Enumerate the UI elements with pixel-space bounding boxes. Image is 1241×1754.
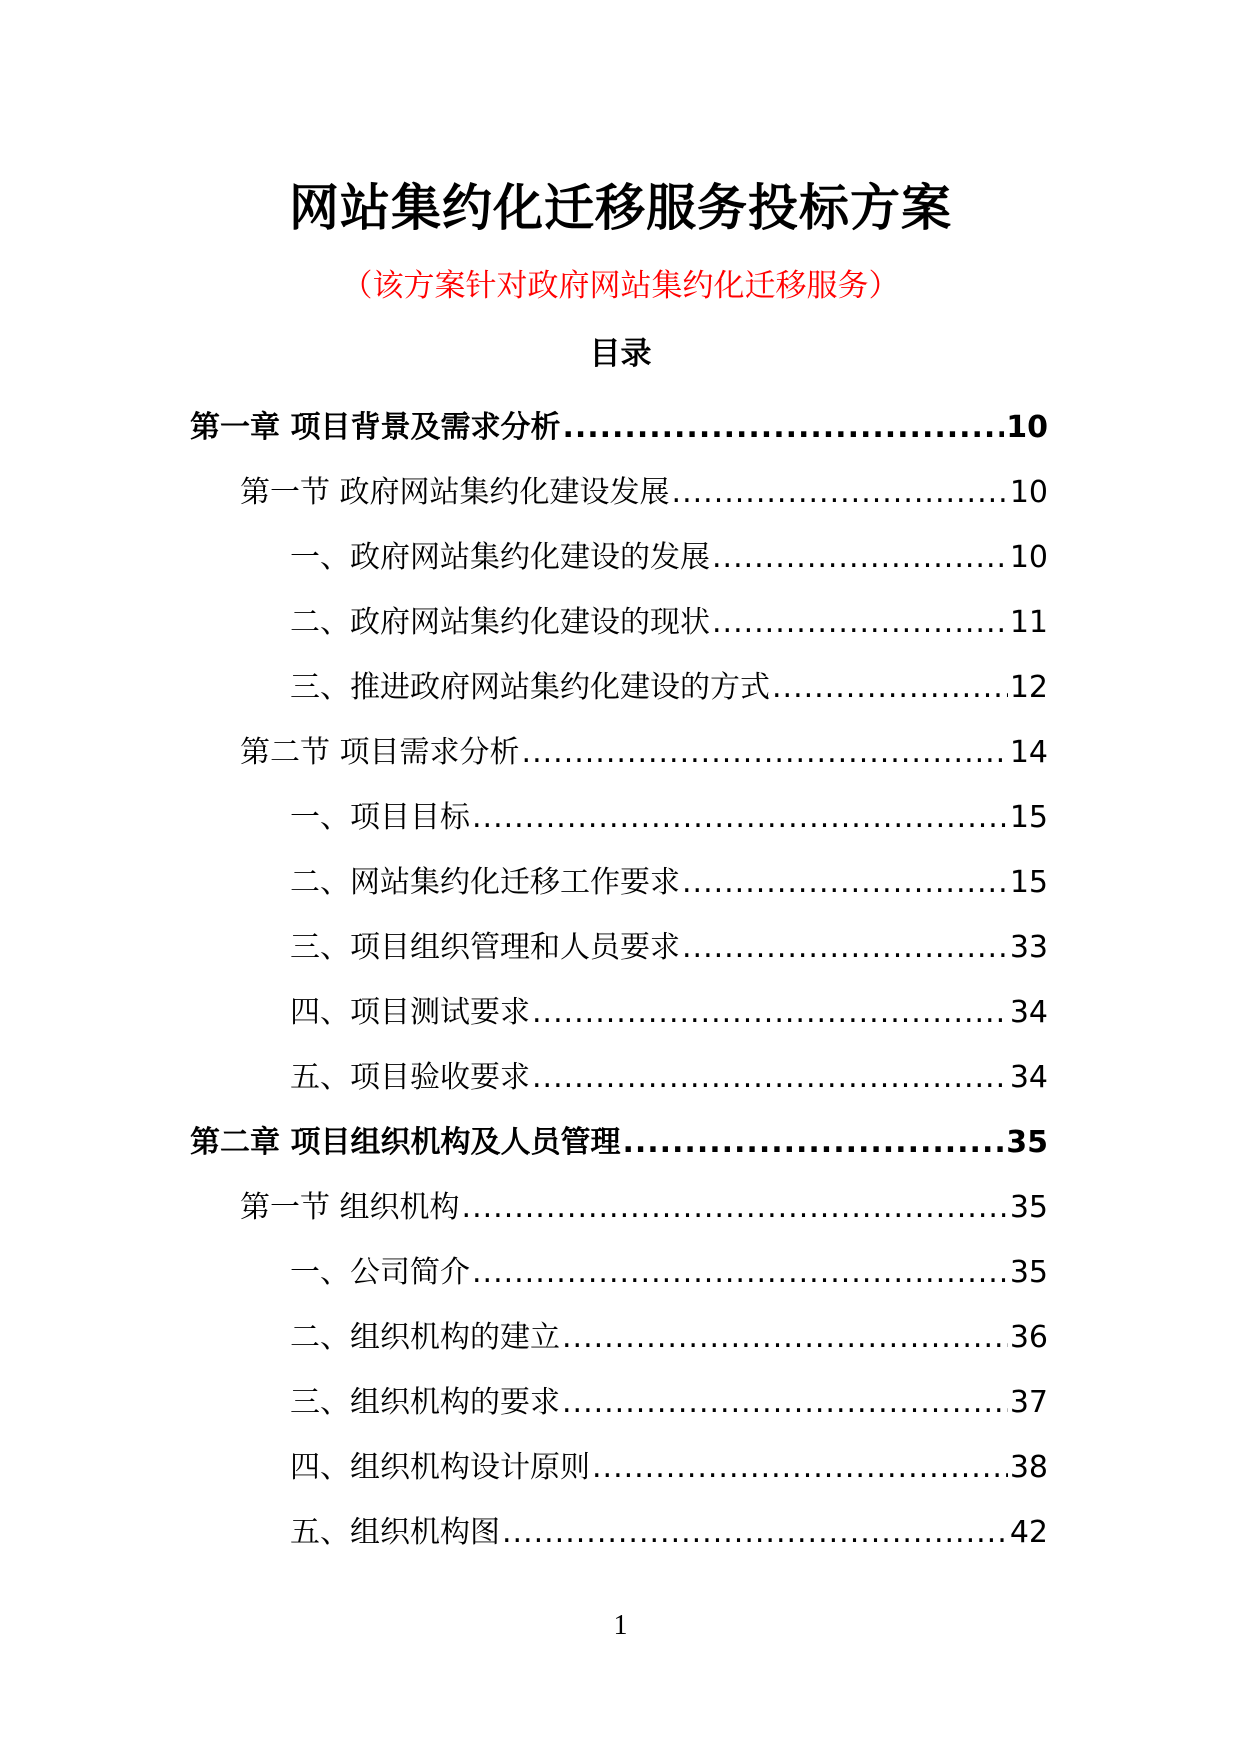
toc-dot-leader [682,928,1008,968]
document-subtitle: （该方案针对政府网站集约化迁移服务） [341,268,900,304]
toc-entry-label: 一、政府网站集约化建设的发展 [290,539,710,575]
toc-entry[interactable] [0,1435,1241,1500]
toc-dot-leader [712,538,1008,578]
toc-dot-leader [712,603,1008,643]
toc-entry[interactable] [0,525,1241,590]
toc-entry-label: 第一章 项目背景及需求分析 [190,409,561,445]
toc-entry-page: 33 [1009,929,1048,965]
toc-entry-page: 34 [1009,994,1048,1030]
toc-entry[interactable] [0,655,1241,720]
toc-entry-label: 第一节 政府网站集约化建设发展 [240,474,670,510]
toc-entry-label: 三、推进政府网站集约化建设的方式 [290,669,770,705]
toc-dot-leader [622,1123,1004,1163]
toc-dot-leader [672,473,1008,513]
toc-dot-leader [562,1318,1008,1358]
toc-entry-page: 15 [1009,864,1048,900]
toc-entry-label: 一、公司简介 [290,1254,470,1290]
toc-entry[interactable] [0,1500,1241,1565]
toc-entry[interactable] [0,720,1241,785]
toc-entry[interactable] [0,1305,1241,1370]
toc-dot-leader [562,408,1004,448]
toc-entry[interactable] [0,1045,1241,1110]
toc-entry[interactable] [0,1370,1241,1435]
toc-entry-label: 三、项目组织管理和人员要求 [290,929,680,965]
toc-entry-page: 35 [1009,1254,1048,1290]
toc-entry-page: 14 [1009,734,1048,770]
toc-dot-leader [532,1058,1008,1098]
toc-entry[interactable] [0,395,1241,460]
toc-dot-leader [592,1448,1008,1488]
toc-entry[interactable] [0,850,1241,915]
toc-dot-leader [502,1513,1008,1553]
toc-entry[interactable] [0,1110,1241,1175]
toc-entry-page: 35 [1009,1189,1048,1225]
toc-entry-label: 四、项目测试要求 [290,994,530,1030]
toc-entry-page: 38 [1009,1449,1048,1485]
toc-entry-page: 42 [1009,1514,1048,1550]
toc-entry-page: 15 [1009,799,1048,835]
document-title: 网站集约化迁移服务投标方案 [289,179,952,237]
toc-entry-page: 10 [1009,474,1048,510]
table-of-contents [0,395,1241,1565]
toc-entry-page: 11 [1009,604,1048,640]
toc-entry-label: 五、组织机构图 [290,1514,500,1550]
page-number: 1 [613,1610,628,1641]
toc-entry-label: 第二章 项目组织机构及人员管理 [190,1124,621,1160]
toc-entry-label: 三、组织机构的要求 [290,1384,560,1420]
toc-entry-label: 一、项目目标 [290,799,470,835]
toc-entry-label: 四、组织机构设计原则 [290,1449,590,1485]
toc-entry-label: 二、组织机构的建立 [290,1319,560,1355]
toc-entry-page: 35 [1006,1124,1048,1160]
toc-entry-page: 10 [1009,539,1048,575]
toc-entry-page: 36 [1009,1319,1048,1355]
toc-entry-label: 二、政府网站集约化建设的现状 [290,604,710,640]
toc-entry[interactable] [0,590,1241,655]
toc-entry[interactable] [0,1240,1241,1305]
toc-entry-label: 二、网站集约化迁移工作要求 [290,864,680,900]
toc-entry-label: 第二节 项目需求分析 [240,734,520,770]
toc-heading: 目录 [589,336,652,372]
toc-dot-leader [772,668,1008,708]
toc-entry[interactable] [0,1175,1241,1240]
toc-entry-label: 第一节 组织机构 [240,1189,460,1225]
toc-entry-page: 12 [1009,669,1048,705]
toc-dot-leader [522,733,1008,773]
toc-dot-leader [562,1383,1008,1423]
toc-entry-label: 五、项目验收要求 [290,1059,530,1095]
toc-entry-page: 10 [1006,409,1048,445]
toc-dot-leader [532,993,1008,1033]
toc-entry[interactable] [0,460,1241,525]
toc-entry[interactable] [0,915,1241,980]
toc-dot-leader [462,1188,1008,1228]
toc-entry-page: 37 [1009,1384,1048,1420]
toc-entry-page: 34 [1009,1059,1048,1095]
toc-dot-leader [472,798,1008,838]
toc-entry[interactable] [0,980,1241,1045]
toc-dot-leader [472,1253,1008,1293]
toc-entry[interactable] [0,785,1241,850]
toc-dot-leader [682,863,1008,903]
